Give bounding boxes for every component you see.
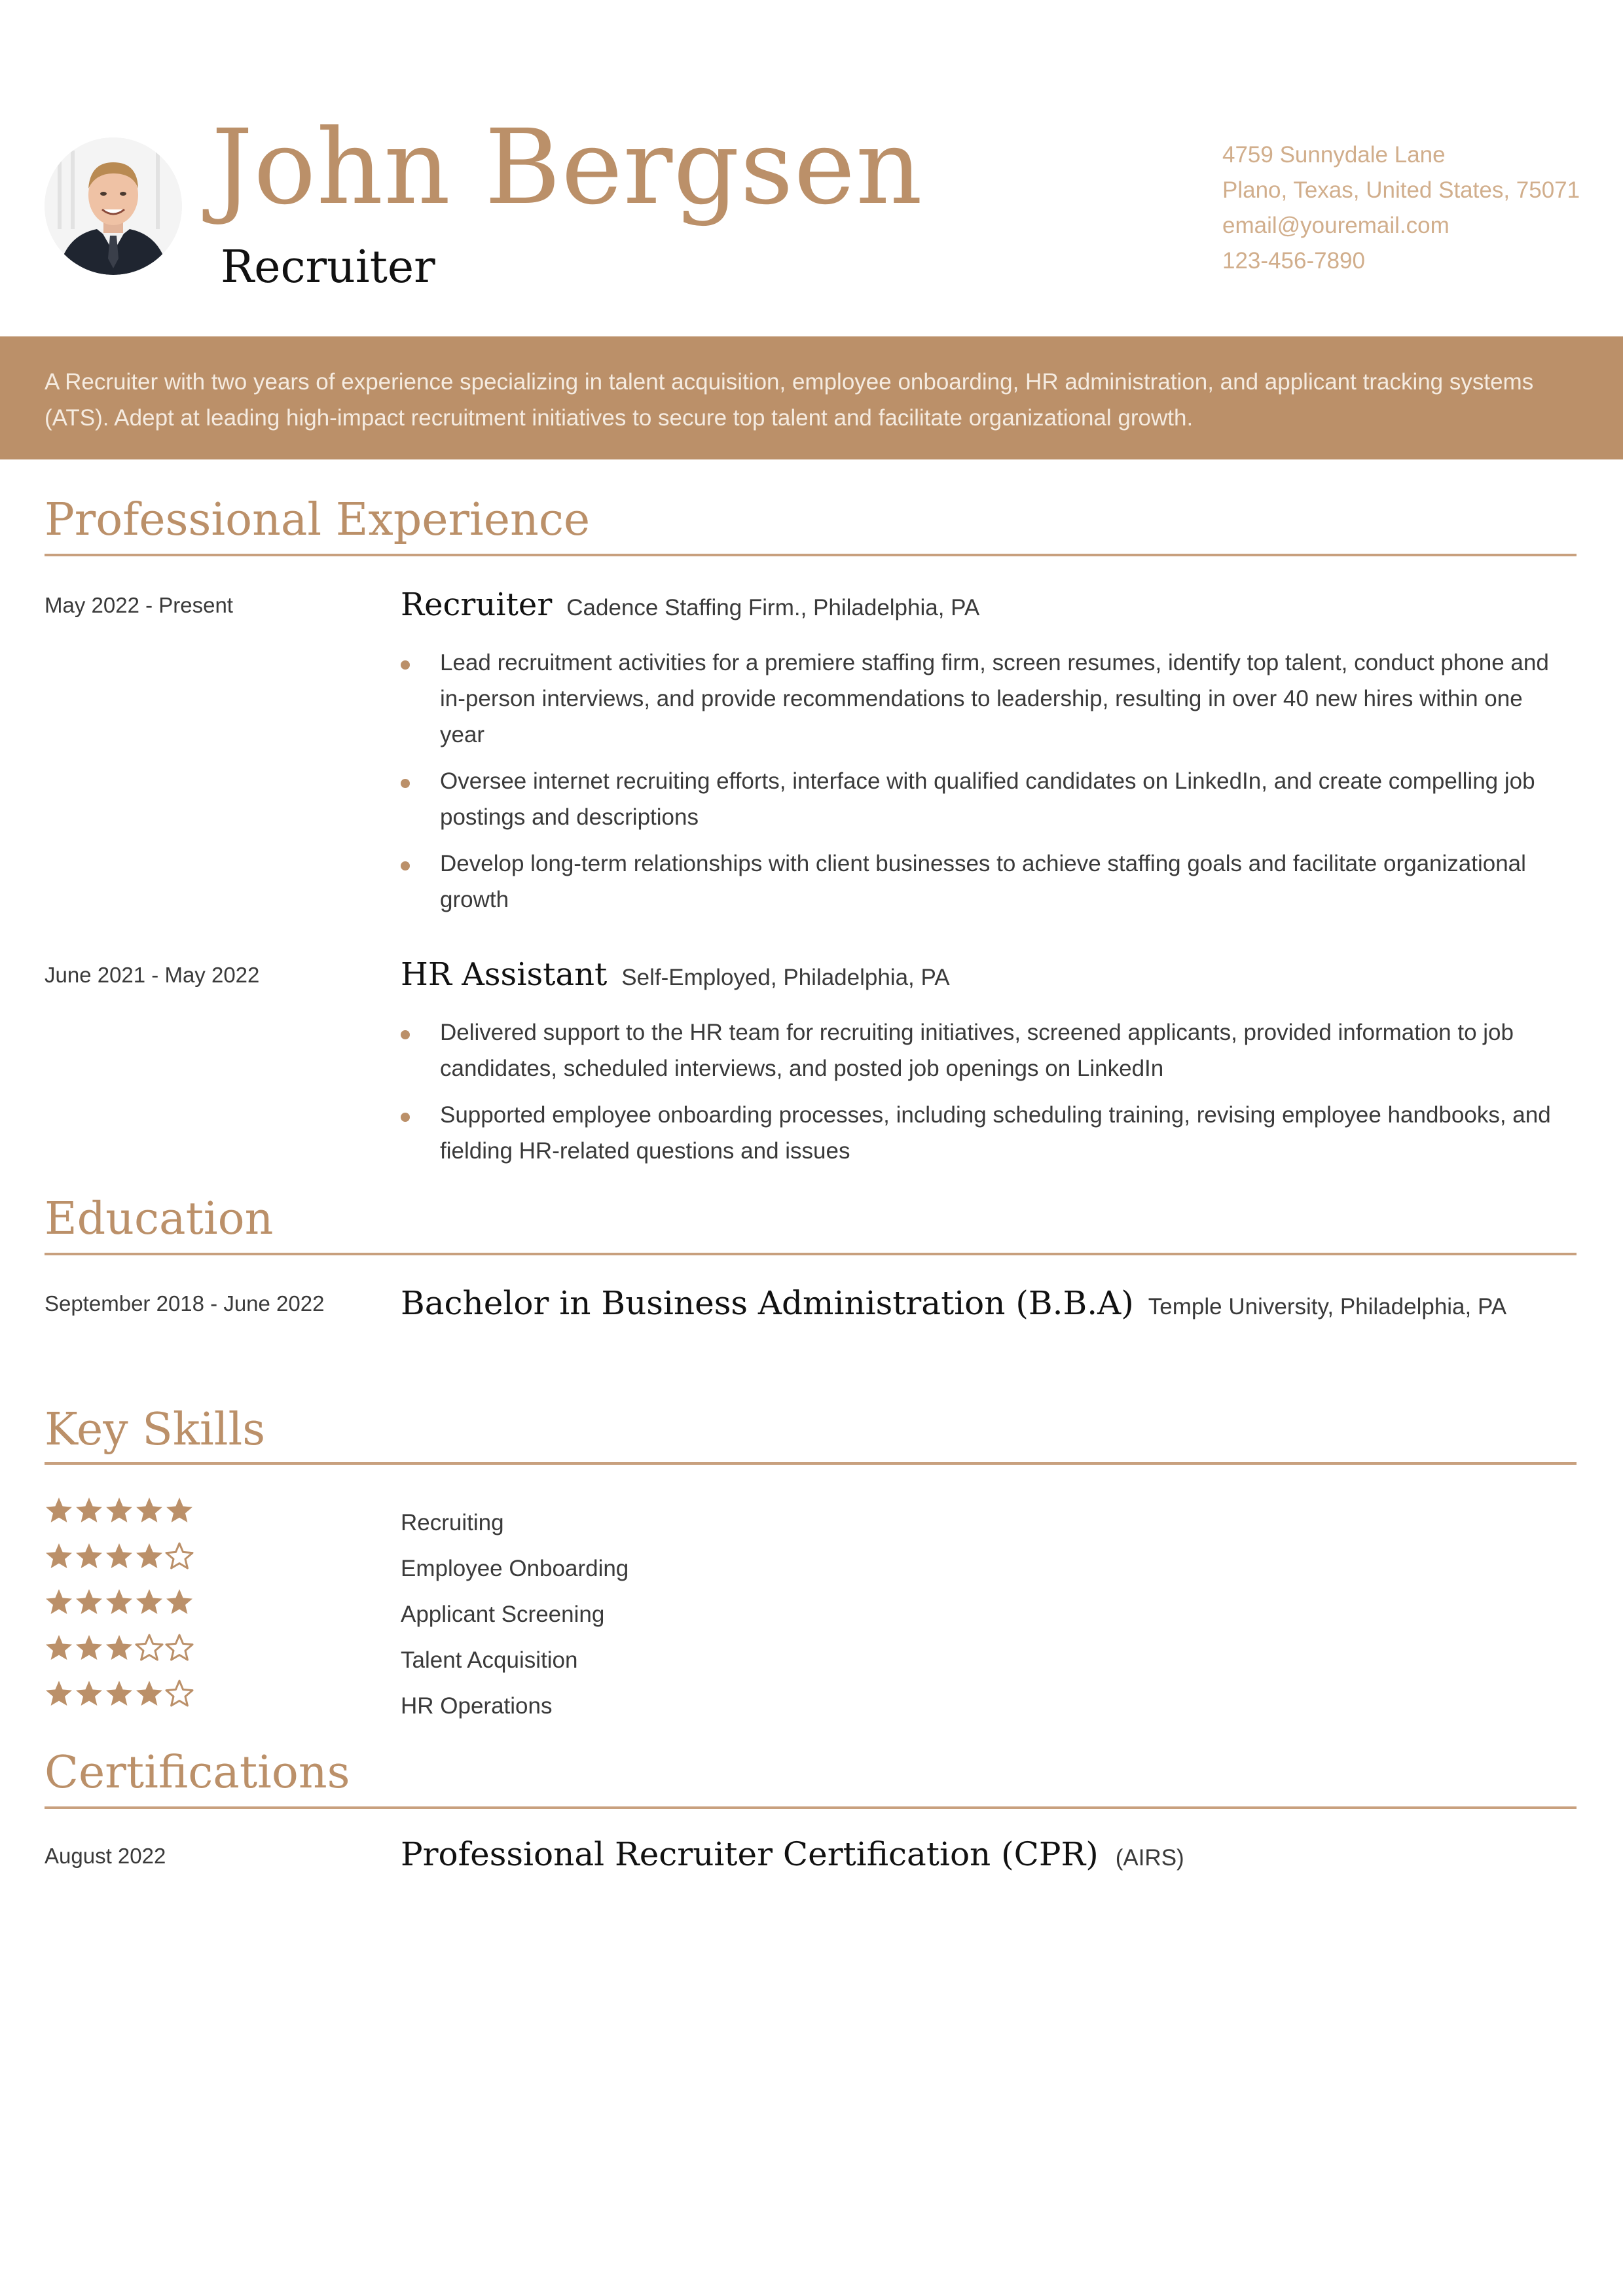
star-empty-icon	[165, 1679, 194, 1707]
skill-name: HR Operations	[401, 1693, 553, 1719]
skill-rating-row	[45, 1579, 195, 1624]
education-dates: September 2018 - June 2022	[45, 1291, 325, 1316]
star-filled-icon	[45, 1679, 73, 1707]
address-line-1: 4759 Sunnydale Lane	[1222, 142, 1446, 168]
skill-rating-row	[45, 1487, 195, 1533]
job-organization: Cadence Staffing Firm., Philadelphia, PA	[566, 595, 980, 620]
star-filled-icon	[135, 1542, 164, 1570]
star-empty-icon	[165, 1634, 194, 1661]
summary-band	[0, 336, 1623, 459]
certification-date: August 2022	[45, 1844, 166, 1868]
phone-text: 123-456-7890	[1222, 248, 1365, 274]
star-filled-icon	[45, 1496, 73, 1524]
list-item: Lead recruitment activities for a premiere staffing firm, screen resumes, identify top talent, conduct phone and in-person interviews, and provide recommendations to leadership, resulting in over 40 new hires within one year	[401, 645, 1573, 753]
star-filled-icon	[165, 1588, 194, 1615]
star-filled-icon	[105, 1588, 134, 1615]
address-line-2: Plano, Texas, United States, 75071	[1222, 177, 1580, 203]
star-filled-icon	[105, 1496, 134, 1524]
skill-name: Talent Acquisition	[401, 1647, 578, 1673]
section-title-education: Education	[45, 1193, 274, 1245]
section-title-certifications: Certifications	[45, 1747, 350, 1799]
section-rule	[45, 1806, 1577, 1809]
section-rule	[45, 554, 1577, 556]
job-dates: June 2021 - May 2022	[45, 963, 260, 987]
star-filled-icon	[45, 1588, 73, 1615]
star-filled-icon	[75, 1634, 103, 1661]
job-bullets	[401, 645, 1573, 928]
list-item: Develop long-term relationships with client businesses to achieve staffing goals and facilitate organizational growth	[401, 846, 1573, 918]
job-organization: Self-Employed, Philadelphia, PA	[621, 965, 950, 990]
section-title-skills: Key Skills	[45, 1404, 266, 1456]
star-filled-icon	[105, 1542, 134, 1570]
candidate-name: John Bergsen	[211, 107, 923, 228]
certification-issuer: (AIRS)	[1115, 1845, 1184, 1871]
contact-block	[1222, 137, 1580, 279]
education-heading	[401, 1284, 1506, 1322]
section-rule	[45, 1253, 1577, 1255]
skill-ratings	[45, 1487, 195, 1716]
skill-rating-row	[45, 1624, 195, 1670]
job-role: HR Assistant	[401, 956, 608, 993]
star-filled-icon	[135, 1588, 164, 1615]
list-item: Oversee internet recruiting efforts, interface with qualified candidates on LinkedIn, and create compelling job postings and descriptions	[401, 763, 1573, 835]
profile-photo	[45, 137, 182, 275]
star-filled-icon	[135, 1496, 164, 1524]
certification-heading	[401, 1835, 1184, 1873]
skill-names	[401, 1496, 629, 1725]
star-filled-icon	[45, 1542, 73, 1570]
skill-rating-row	[45, 1533, 195, 1579]
certification-name: Professional Recruiter Certification (CPR)	[401, 1835, 1099, 1873]
list-item: Supported employee onboarding processes, including scheduling training, revising employee handbooks, and fielding HR-related questions and issues	[401, 1097, 1573, 1169]
job-dates: May 2022 - Present	[45, 593, 233, 617]
summary-text: A Recruiter with two years of experience specializing in talent acquisition, employee onboarding, HR administration, and applicant tracking systems (ATS). Adept at leading high-impact recruitment initiatives to secure top talent and facilitate organizational growth.	[45, 369, 1534, 431]
list-item: Delivered support to the HR team for recruiting initiatives, screened applicants, provided information to job candidates, scheduled interviews, and posted job openings on LinkedIn	[401, 1014, 1573, 1086]
star-filled-icon	[75, 1679, 103, 1707]
degree-name: Bachelor in Business Administration (B.B.A)	[401, 1284, 1134, 1322]
job-heading	[401, 956, 950, 993]
star-filled-icon	[105, 1679, 134, 1707]
star-empty-icon	[135, 1634, 164, 1661]
skill-name: Applicant Screening	[401, 1602, 605, 1627]
skill-name: Employee Onboarding	[401, 1556, 629, 1581]
email-text: email@youremail.com	[1222, 213, 1450, 238]
star-empty-icon	[165, 1542, 194, 1570]
job-bullets	[401, 1014, 1573, 1179]
section-rule	[45, 1462, 1577, 1465]
school-name: Temple University, Philadelphia, PA	[1148, 1294, 1507, 1319]
resume-header	[0, 0, 1623, 336]
job-role: Recruiter	[401, 586, 553, 623]
star-filled-icon	[75, 1496, 103, 1524]
star-filled-icon	[135, 1679, 164, 1707]
star-filled-icon	[165, 1496, 194, 1524]
section-title-experience: Professional Experience	[45, 494, 591, 546]
job-heading	[401, 586, 979, 623]
star-filled-icon	[75, 1542, 103, 1570]
candidate-title: Recruiter	[221, 242, 435, 293]
skill-rating-row	[45, 1670, 195, 1716]
star-filled-icon	[75, 1588, 103, 1615]
star-filled-icon	[105, 1634, 134, 1661]
avatar-image	[45, 137, 182, 275]
skill-name: Recruiting	[401, 1510, 504, 1535]
star-filled-icon	[45, 1634, 73, 1661]
